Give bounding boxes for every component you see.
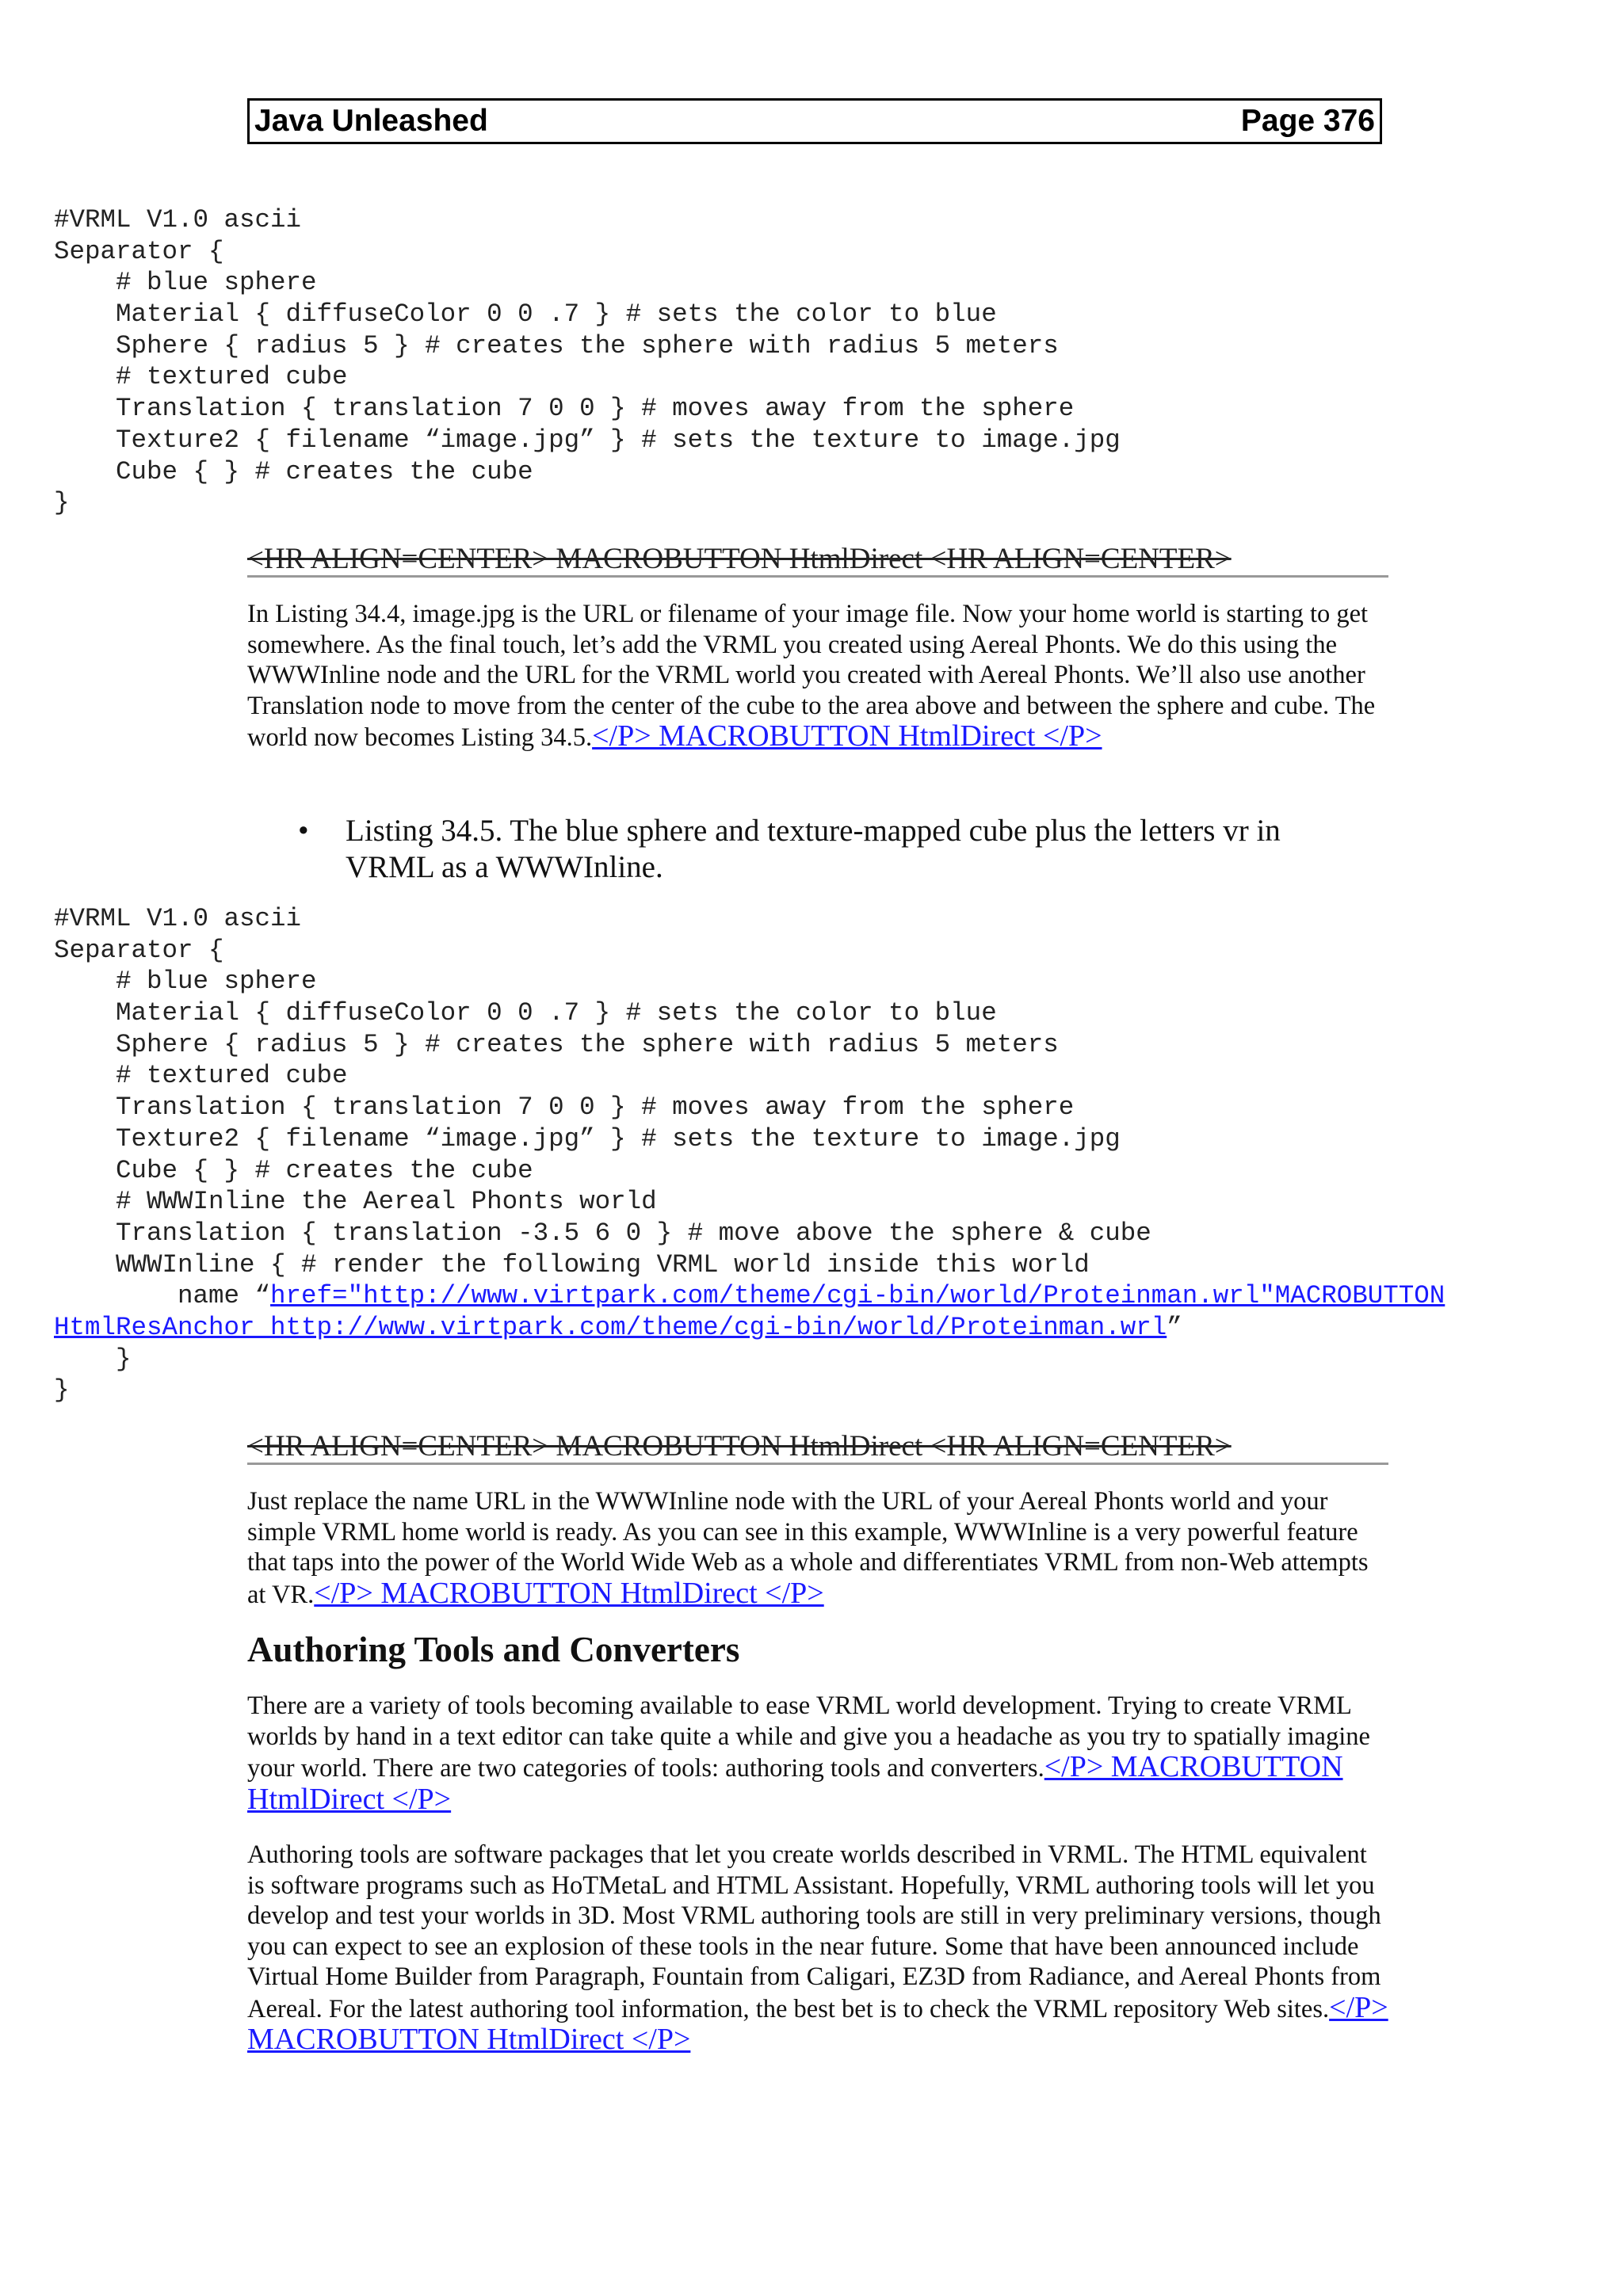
macrobutton-link[interactable]: </P> MACROBUTTON HtmlDirect </P> bbox=[592, 719, 1102, 753]
code-line: Sphere { radius 5 } # creates the sphere with radius 5 meters bbox=[54, 330, 1059, 360]
code-line: Material { diffuseColor 0 0 .7 } # sets the color to blue bbox=[54, 998, 997, 1028]
code-line-anchor bbox=[54, 1312, 1445, 1344]
macrobutton-link[interactable]: </P> MACROBUTTON HtmlDirect </P> bbox=[247, 1990, 1388, 2056]
book-title: Java Unleashed bbox=[254, 104, 488, 138]
code-line: Material { diffuseColor 0 0 .7 } # sets the color to blue bbox=[54, 299, 997, 330]
page-number: Page 376 bbox=[1240, 104, 1375, 138]
paragraph-text: Just replace the name URL in the WWWInline node with the URL of your Aereal Phonts world and your simple VRML home world is ready. As you can see in this example, WWWInline is a very powerful feature that taps into the power of the World Wide Web as a whole and differentiates VRML from non-Web attempts at VR. bbox=[247, 1487, 1369, 1609]
hr-macro-line: <HR ALIGN=CENTER> MACROBUTTON HtmlDirect <HR ALIGN=CENTER> bbox=[247, 542, 1388, 576]
macrobutton-link[interactable]: </P> MACROBUTTON HtmlDirect </P> bbox=[314, 1576, 824, 1610]
listing-caption: Listing 34.5. The blue sphere and texture-mapped cube plus the letters vr in VRML as a WWWInline. bbox=[346, 814, 1281, 884]
paragraph-listing-intro bbox=[247, 599, 1388, 753]
code-line-name bbox=[54, 1280, 1445, 1312]
bullet-icon: • bbox=[298, 814, 309, 848]
paragraph-text: In Listing 34.4, image.jpg is the URL or filename of your image file. Now your home world is starting to get somewhere. As the final touch, let’s add the VRML you created using Aereal Phonts. We do this using the WWWInline node and the URL for the VRML world you created with Aereal Phonts. We’ll also use another Translation node to move from the center of the cube to the area above and between the sphere and cube. The world now becomes Listing 34.5. bbox=[247, 600, 1376, 752]
code-line: } bbox=[54, 488, 70, 518]
code-line: Texture2 { filename “image.jpg” } # sets the texture to image.jpg bbox=[54, 1123, 1121, 1154]
code-line: # blue sphere bbox=[54, 967, 317, 997]
code-line: #VRML V1.0 ascii bbox=[54, 904, 302, 933]
hr-macro-line: <HR ALIGN=CENTER> MACROBUTTON HtmlDirect <HR ALIGN=CENTER> bbox=[247, 1429, 1388, 1463]
macrobutton-link[interactable]: </P> MACROBUTTON HtmlDirect </P> bbox=[247, 1750, 1343, 1816]
code-line: } bbox=[54, 1344, 132, 1374]
paragraph-wwwinline bbox=[247, 1486, 1388, 1610]
paragraph-text: There are a variety of tools becoming available to ease VRML world development. Trying to create VRML worlds by hand in a text editor can take quite a while and give you a headache as you try to spatially imagine your world. There are two categories of tools: authoring tools and converters. bbox=[247, 1691, 1370, 1783]
code-line: # WWWInline the Aereal Phonts world bbox=[54, 1187, 657, 1217]
code-line: Translation { translation 7 0 0 } # moves away from the sphere bbox=[54, 1093, 1075, 1123]
code-line: Translation { translation 7 0 0 } # moves away from the sphere bbox=[54, 394, 1075, 424]
code-line: # textured cube bbox=[54, 362, 348, 392]
code-line: } bbox=[54, 1375, 70, 1405]
code-line: # blue sphere bbox=[54, 268, 317, 298]
code-line: Sphere { radius 5 } # creates the sphere with radius 5 meters bbox=[54, 1029, 1059, 1059]
code-line: Separator { bbox=[54, 236, 224, 266]
proteinman-href-link[interactable]: href="http://www.virtpark.com/theme/cgi-bin/world/Proteinman.wrl"MACROBUTTON bbox=[270, 1281, 1445, 1311]
code-line: WWWInline { # render the following VRML world inside this world bbox=[54, 1249, 1090, 1280]
code-line: Cube { } # creates the cube bbox=[54, 456, 533, 486]
code-line: Separator { bbox=[54, 935, 224, 965]
code-name-prefix: name “ bbox=[54, 1281, 271, 1311]
code-listing-34-5 bbox=[54, 903, 1445, 1406]
code-line: Translation { translation -3.5 6 0 } # move above the sphere & cube bbox=[54, 1218, 1151, 1248]
code-line: # textured cube bbox=[54, 1061, 348, 1091]
listing-caption-bullet bbox=[298, 813, 1376, 886]
paragraph-text: Authoring tools are software packages that let you create worlds described in VRML. The HTML equivalent is software programs such as HoTMetaL and HTML Assistant. Hopefully, VRML authoring tools will let you develop and test your worlds in 3D. Most VRML authoring tools are still in very preliminary versions, though you can expect to see an explosion of these tools in the near future. Some that have been announced include Virtual Home Builder from Paragraph, Fountain from Caligari, EZ3D from Radiance, and Aereal Phonts from Aereal. For the latest authoring tool information, the best bet is to check the VRML repository Web sites. bbox=[247, 1840, 1381, 2023]
proteinman-anchor-link[interactable]: HtmlResAnchor http://www.virtpark.com/theme/cgi-bin/world/Proteinman.wrl bbox=[54, 1312, 1167, 1342]
code-line: #VRML V1.0 ascii bbox=[54, 205, 302, 235]
code-listing-34-4 bbox=[54, 204, 1121, 519]
paragraph-tools-intro bbox=[247, 1691, 1388, 1816]
paragraph-authoring-tools bbox=[247, 1840, 1388, 2057]
code-line: Texture2 { filename “image.jpg” } # sets the texture to image.jpg bbox=[54, 425, 1121, 455]
code-name-suffix: ” bbox=[1167, 1312, 1182, 1342]
page-header bbox=[247, 98, 1382, 144]
code-line: Cube { } # creates the cube bbox=[54, 1155, 533, 1185]
section-heading: Authoring Tools and Converters bbox=[247, 1630, 740, 1669]
